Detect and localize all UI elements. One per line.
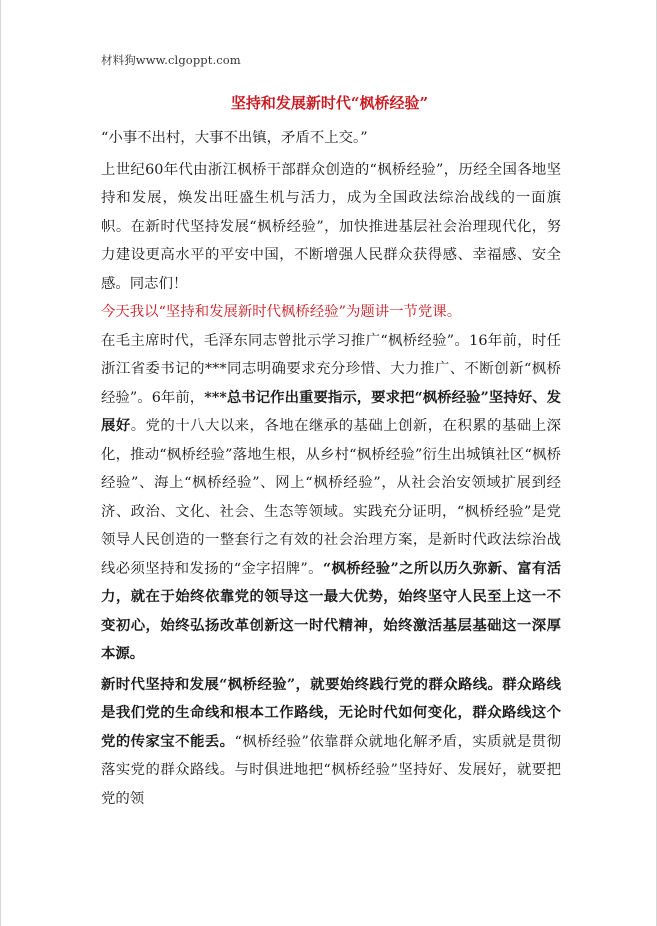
paragraph-mass-line-emphasis: 新时代坚持和发展“枫桥经验”，就要始终践行党的群众路线。群众路线是我们党的生命线和根本工作路线，无论时代如何变化，群众路线这个党的传家宝不能丢。 (101, 675, 561, 750)
paragraph-history-emphasis: ***总书记作出重要指示，要求把“枫桥经验”坚持好、发展好 (101, 388, 562, 434)
source-watermark: 材料狗www.clgoppt.com (101, 53, 241, 67)
document-title: 坚持和发展新时代“枫桥经验” (230, 94, 429, 112)
paragraph-history (101, 327, 561, 669)
paragraph-history-part2: 。党的十八大以来，各地在继承的基础上创新，在积累的基础上深化，推动“枫桥经验”落地生根，从乡村“枫桥经验”衍生出城镇社区“枫桥经验”、海上“枫桥经验”、网上“枫桥经验”，从社会治安领域扩展到经济、政治、文化、社会、生态等领域。实践充分证明，“枫桥经验”是党领导人民创造的一整套行之有效的社会治理方案，是新时代政法综治战线必须坚持和发扬的“金字招牌”。 (101, 418, 561, 577)
paragraph-history-part1: 在毛主席时代，毛泽东同志曾批示学习推广“枫桥经验”。16年前，时任浙江省委书记的***同志明确要求充分珍惜、大力推广、不断创新“枫桥经验”。6年前， (101, 332, 561, 406)
paragraph-mass-line-body: “枫桥经验”依靠群众就地化解矛盾，实质就是贯彻落实党的群众路线。与时俱进地把“枫桥经验”坚持好、发展好，就要把党的领 (101, 733, 561, 807)
paragraph-mass-line (101, 671, 561, 814)
opening-quote: “小事不出村，大事不出镇，矛盾不上交。” (101, 130, 368, 146)
document-body (101, 124, 561, 813)
lecture-topic-line: 今天我以“坚持和发展新时代枫桥经验”为题讲一节党课。 (101, 304, 462, 320)
paragraph-history-conclusion: “枫桥经验”之所以历久弥新、富有活力，就在于始终依靠党的领导这一最大优势，始终坚守人民至上这一不变初心，始终弘扬改革创新这一时代精神，始终激活基层基础这一深厚本源。 (101, 559, 562, 662)
paragraph-intro-context: 上世纪60年代由浙江枫桥干部群众创造的“枫桥经验”，历经全国各地坚持和发展，焕发出旺盛生机与活力，成为全国政法综治战线的一面旗帜。在新时代坚持发展“枫桥经验”，加快推进基层社会治理现代化，努力建设更高水平的平安中国，不断增强人民群众获得感、幸福感、安全感。同志们！ (101, 161, 561, 292)
